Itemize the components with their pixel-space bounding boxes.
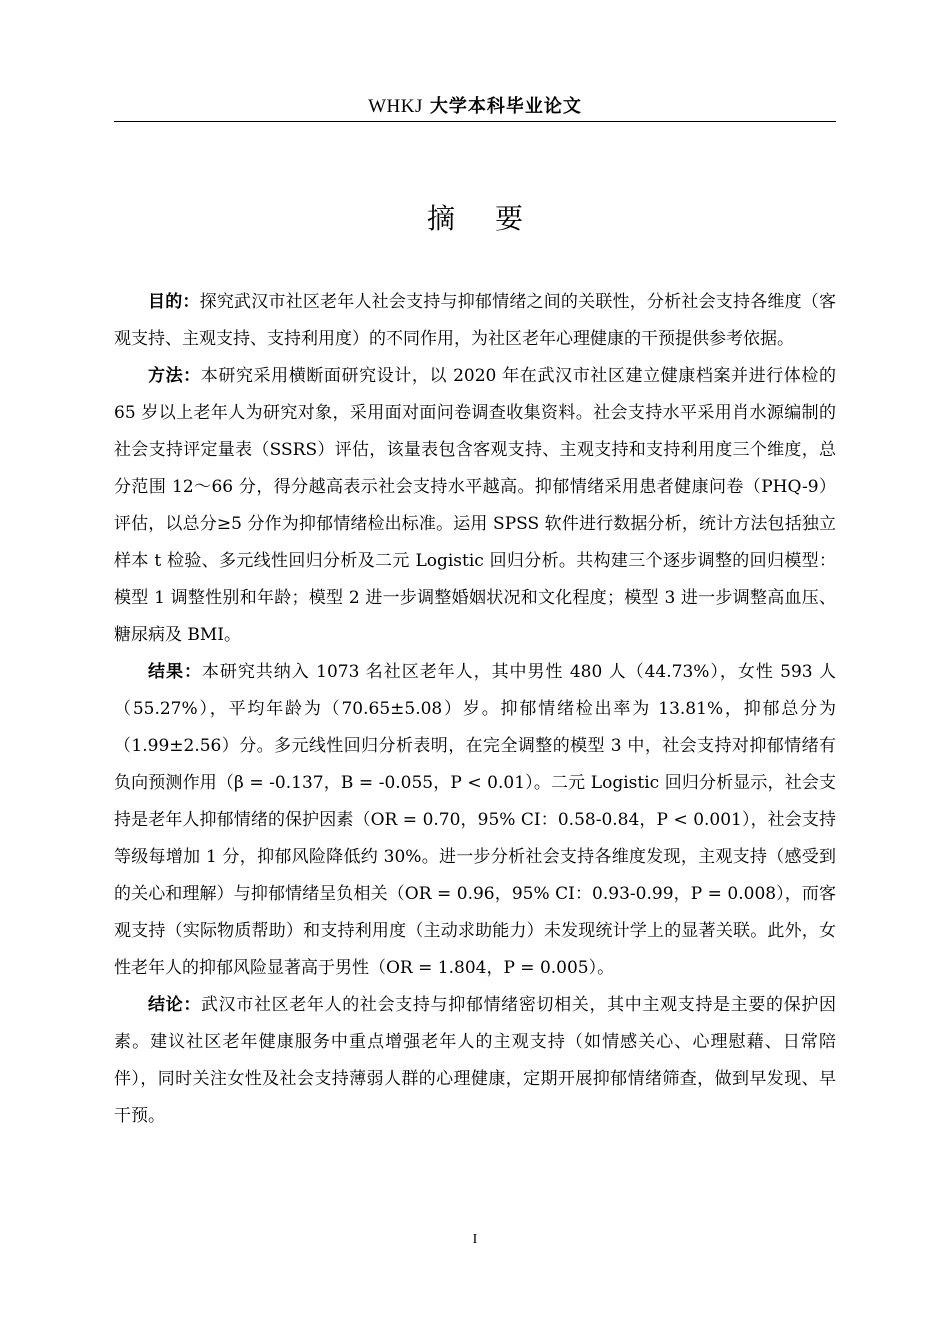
header-code: WHKJ [368, 96, 423, 117]
methods-text: 本研究采用横断面研究设计，以 2020 年在武汉市社区建立健康档案并进行体检的 65 岁以上老年人为研究对象，采用面对面问卷调查收集资料。社会支持水平采用肖水源编制的社会支持评定量表（SSRS）评估，该量表包含客观支持、主观支持和支持利用度三个维度，总分范围 12～66 分，得分越高表示社会支持水平越高。抑郁情绪采用患者健康问卷（PHQ-9）评估，以总分≥5 分作为抑郁情绪检出标准。运用 SPSS 软件进行数据分析，统计方法包括独立样本 t 检验、多元线性回归分析及二元 Logistic 回归分析。共构建三个逐步调整的回归模型：模型 1 调整性别和年龄；模型 2 进一步调整婚姻状况和文化程度；模型 3 进一步调整高血压、糖尿病及 BMI。 [114, 366, 836, 645]
header-title: 大学本科毕业论文 [429, 96, 582, 117]
running-header [114, 93, 836, 120]
objective-label: 目的： [148, 292, 200, 312]
paragraph-objective [114, 284, 836, 358]
paragraph-conclusion [114, 987, 836, 1135]
objective-text: 探究武汉市社区老年人社会支持与抑郁情绪之间的关联性，分析社会支持各维度（客观支持、主观支持、支持利用度）的不同作用，为社区老年心理健康的干预提供参考依据。 [114, 292, 837, 349]
conclusion-label: 结论： [148, 995, 201, 1015]
conclusion-text: 武汉市社区老年人的社会支持与抑郁情绪密切相关，其中主观支持是主要的保护因素。建议社区老年健康服务中重点增强老年人的主观支持（如情感关心、心理慰藉、日常陪伴），同时关注女性及社会支持薄弱人群的心理健康，定期开展抑郁情绪筛查，做到早发现、早干预。 [114, 995, 837, 1126]
abstract-title: 摘要 [426, 202, 563, 235]
methods-label: 方法： [148, 366, 201, 386]
paragraph-methods [114, 358, 836, 654]
results-label: 结果： [148, 662, 202, 682]
abstract-body [114, 284, 836, 1135]
header-rule [114, 121, 836, 122]
paragraph-results [114, 654, 836, 987]
results-text: 本研究共纳入 1073 名社区老年人，其中男性 480 人（44.73%），女性 593 人（55.27%），平均年龄为（70.65±5.08）岁。抑郁情绪检出率为 13.81%，抑郁总分为（1.99±2.56）分。多元线性回归分析表明，在完全调整的模型 3 中，社会支持对抑郁情绪有负向预测作用（β = -0.137，B = -0.055，P < 0.01）。二元 Logistic 回归分析显示，社会支持是老年人抑郁情绪的保护因素（OR = 0.70，95% CI：0.58-0.84，P < 0.001），社会支持等级每增加 1 分，抑郁风险降低约 30%。进一步分析社会支持各维度发现，主观支持（感受到的关心和理解）与抑郁情绪呈负相关（OR = 0.96，95% CI：0.93-0.99，P = 0.008），而客观支持（实际物质帮助）和支持利用度（主动求助能力）未发现统计学上的显著关联。此外，女性老年人的抑郁风险显著高于男性（OR = 1.804，P = 0.005）。 [114, 662, 836, 978]
page-number: I [472, 1232, 478, 1247]
